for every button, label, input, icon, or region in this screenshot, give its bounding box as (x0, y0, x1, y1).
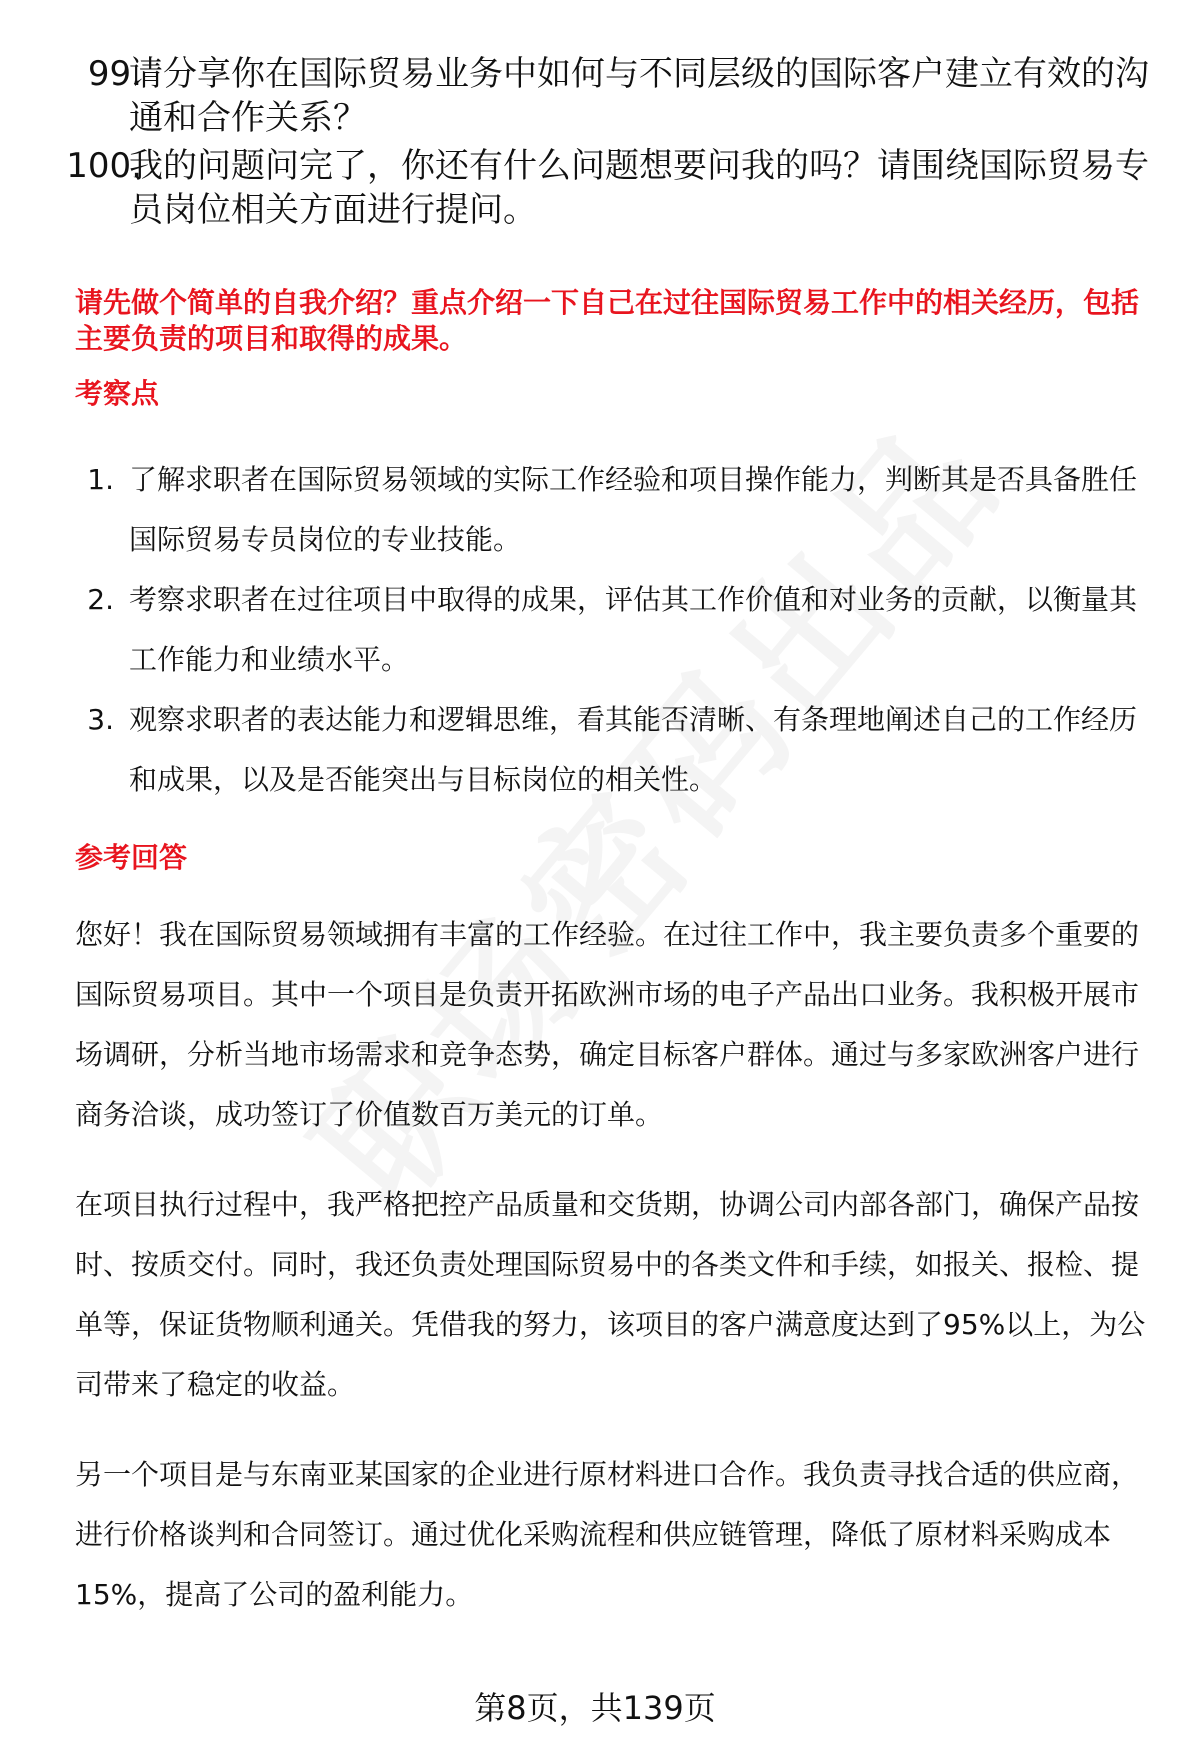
question-text: 请分享你在国际贸易业务中如何与不同层级的国际客户建立有效的沟通和合作关系？ (129, 54, 1149, 138)
featured-question: 请先做个简单的自我介绍？重点介绍一下自己在过往国际贸易工作中的相关经历，包括主要负责的项目和取得的成果。 (75, 286, 1140, 355)
point-text: 观察求职者的表达能力和逻辑思维，看其能否清晰、有条理地阐述自己的工作经历和成果，以及是否能突出与目标岗位的相关性。 (129, 703, 1138, 796)
answer-paragraph-2: 在项目执行过程中，我严格把控产品质量和交货期，协调公司内部各部门，确保产品按时、按质交付。同时，我还负责处理国际贸易中的各类文件和手续，如报关、报检、提单等，保证货物顺利通关。凭借我的努力，该项目的客户满意度达到了95%以上，为公司带来了稳定的收益。 (75, 1188, 1146, 1401)
point-text: 了解求职者在国际贸易领域的实际工作经验和项目操作能力，判断其是否具备胜任国际贸易专员岗位的专业技能。 (129, 463, 1138, 556)
point-number: 3. (87, 703, 114, 736)
point-text: 考察求职者在过往项目中取得的成果，评估其工作价值和对业务的贡献，以衡量其工作能力和业绩水平。 (129, 583, 1138, 676)
question-number: 100. (66, 146, 142, 186)
point-number: 2. (87, 583, 114, 616)
question-text: 我的问题问完了，你还有什么问题想要问我的吗？请围绕国际贸易专员岗位相关方面进行提问。 (129, 146, 1149, 230)
point-number: 1. (87, 463, 114, 496)
answer-heading: 参考回答 (75, 841, 188, 874)
answer-paragraph-1: 您好！我在国际贸易领域拥有丰富的工作经验。在过往工作中，我主要负责多个重要的国际贸易项目。其中一个项目是负责开拓欧洲市场的电子产品出口业务。我积极开展市场调研，分析当地市场需求和竞争态势，确定目标客户群体。通过与多家欧洲客户进行商务洽谈，成功签订了价值数百万美元的订单。 (75, 918, 1140, 1131)
answer-paragraph-3: 另一个项目是与东南亚某国家的企业进行原材料进口合作。我负责寻找合适的供应商，进行价格谈判和合同签订。通过优化采购流程和供应链管理，降低了原材料采购成本 15%，提高了公司的盈利能力。 (75, 1458, 1140, 1611)
page-footer: 第8页，共139页 (474, 1689, 716, 1727)
question-number: 99. (87, 54, 142, 94)
points-heading: 考察点 (75, 377, 160, 410)
